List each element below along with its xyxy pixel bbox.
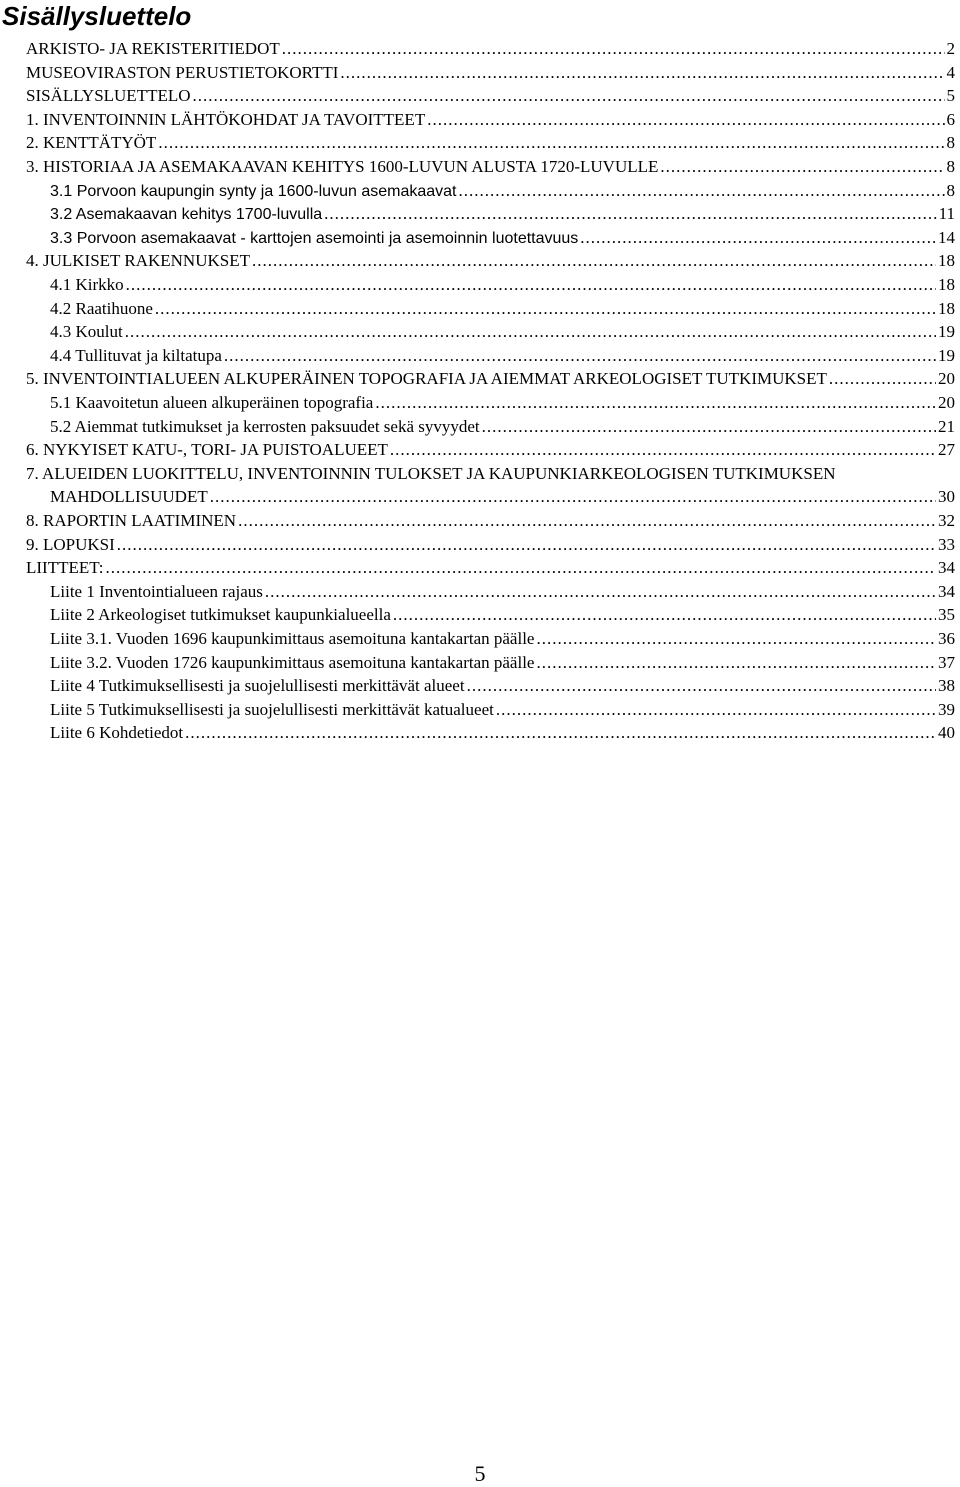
toc-entry-label: 3.2 Asemakaavan kehitys 1700-luvulla (50, 206, 323, 224)
dot-leader (158, 131, 944, 154)
toc-entry-page: 34 (938, 558, 955, 578)
toc-entry-page: 35 (938, 605, 955, 625)
toc-entry-label: MAHDOLLISUUDET (50, 487, 208, 507)
dot-leader (496, 698, 936, 721)
toc-entry-page: 20 (938, 393, 955, 412)
dot-leader (340, 61, 944, 84)
toc-entry[interactable] (50, 344, 955, 367)
toc-entry-label: 4. JULKISET RAKENNUKSET (26, 251, 250, 271)
dot-leader (390, 438, 936, 461)
toc-entry-label: Liite 6 Kohdetiedot (50, 723, 184, 743)
toc-entry[interactable] (26, 367, 955, 390)
toc-entry[interactable] (50, 415, 955, 438)
dot-leader (210, 485, 936, 508)
toc-entry-page: 18 (938, 251, 955, 271)
toc-entry-label: LIITTEET: (26, 558, 104, 578)
toc-entry-page: 5 (946, 86, 955, 106)
page-title: Sisällysluettelo (2, 1, 192, 31)
toc-entry-page: 20 (938, 369, 955, 389)
toc-entry[interactable] (50, 627, 955, 650)
toc-entry-label: 5.2 Aiemmat tutkimukset ja kerrosten paksuudet sekä syvyydet (50, 416, 480, 436)
toc-entry-page: 32 (938, 511, 955, 530)
toc-entry-label: 4.4 Tullituvat ja kiltatupa (50, 345, 222, 365)
toc-entry[interactable] (50, 698, 955, 721)
dot-leader (467, 674, 936, 697)
toc-entry-label: 7. ALUEIDEN LUOKITTELU, INVENTOINNIN TULOKSET JA KAUPUNKIARKEOLOGISEN TUTKIMUKSEN (26, 463, 836, 483)
toc-entry[interactable] (50, 580, 955, 603)
dot-leader (375, 391, 936, 414)
toc-entry-page: 8 (946, 133, 955, 153)
toc-entry[interactable] (26, 509, 955, 532)
toc-entry[interactable] (50, 320, 955, 343)
page-number: 5 (474, 1461, 486, 1486)
toc-entry-page: 19 (938, 345, 955, 365)
toc-entry-page: 2 (946, 39, 955, 58)
dot-leader (393, 603, 936, 626)
toc-entry-page: 33 (938, 534, 955, 554)
toc-entry-label: 6. NYKYISET KATU-, TORI- JA PUISTOALUEET (26, 440, 388, 460)
toc-entry-page: 4 (946, 62, 955, 82)
dot-leader (536, 627, 936, 650)
toc-entry-page: 27 (938, 440, 955, 460)
toc-entry-label: Liite 1 Inventointialueen rajaus (50, 581, 263, 601)
dot-leader (185, 721, 936, 744)
toc-entry-label: Liite 3.1. Vuoden 1696 kaupunkimittaus asemoituna kantakartan päälle (50, 629, 535, 648)
dot-leader (324, 202, 936, 225)
dot-leader (536, 651, 936, 674)
toc-entry[interactable] (26, 131, 955, 154)
toc-entry-label: 3. HISTORIAA JA ASEMAKAAVAN KEHITYS 1600-LUVUN ALUSTA 1720-LUVULLE (26, 157, 659, 176)
toc-entry[interactable] (26, 155, 955, 178)
dot-leader (224, 344, 936, 367)
toc-entry-page: 21 (938, 416, 955, 436)
toc-entry-label: 2. KENTTÄTYÖT (26, 133, 157, 153)
toc-entry-label: 4.3 Koulut (50, 322, 123, 342)
toc-entry-label: 5.1 Kaavoitetun alueen alkuperäinen topografia (50, 393, 374, 412)
dot-leader (238, 509, 936, 532)
toc-entry[interactable] (50, 297, 955, 320)
toc-entry-label: 3.3 Porvoon asemakaavat - karttojen asemointi ja asemoinnin luotettavuus (50, 229, 579, 247)
dot-leader (265, 580, 936, 603)
toc-entry-page: 11 (938, 204, 955, 224)
toc-entry[interactable] (50, 226, 955, 249)
dot-leader (252, 249, 936, 272)
toc-entry-label: Liite 2 Arkeologiset tutkimukset kaupunkialueella (50, 605, 391, 625)
dot-leader (126, 273, 936, 296)
toc-entry-page: 34 (938, 581, 955, 601)
toc-entry-page: 8 (946, 180, 955, 200)
dot-leader (829, 367, 936, 390)
toc-entry-label: SISÄLLYSLUETTELO (26, 86, 191, 106)
toc-entry-label: 3.1 Porvoon kaupungin synty ja 1600-luvun asemakaavat (50, 182, 457, 200)
dot-leader (580, 226, 936, 249)
toc-entry[interactable] (26, 84, 955, 107)
toc-entry[interactable] (50, 273, 955, 296)
toc-entry-label: 4.1 Kirkko (50, 275, 124, 294)
dot-leader (482, 415, 936, 438)
toc-entry[interactable] (50, 391, 955, 414)
toc-entry[interactable] (50, 603, 955, 626)
toc-entry[interactable] (26, 438, 955, 461)
dot-leader (117, 533, 936, 556)
toc-entry-page: 37 (938, 652, 955, 672)
toc-entry[interactable] (26, 556, 955, 579)
toc-entry[interactable] (26, 108, 955, 131)
toc-entry-label: 4.2 Raatihuone (50, 298, 153, 318)
toc-entry-label: 8. RAPORTIN LAATIMINEN (26, 511, 237, 530)
toc-entry-label: 9. LOPUKSI (26, 534, 115, 554)
toc-entry-page: 14 (938, 227, 955, 247)
toc-entry[interactable] (26, 37, 955, 60)
toc-entry-label: Liite 5 Tutkimuksellisesti ja suojelullisesti merkittävät katualueet (50, 699, 494, 719)
dot-leader (106, 556, 936, 579)
dot-leader (155, 297, 936, 320)
toc-entry-page: 6 (946, 109, 955, 129)
toc-entry[interactable] (50, 485, 955, 508)
toc-entry-page: 18 (938, 275, 955, 294)
toc-entry[interactable] (26, 249, 955, 272)
dot-leader (193, 84, 945, 107)
toc-entry-label: Liite 4 Tutkimuksellisesti ja suojelullisesti merkittävät alueet (50, 676, 465, 696)
toc-entry-label: ARKISTO- JA REKISTERITIEDOT (26, 39, 280, 58)
toc-entry[interactable] (26, 533, 955, 556)
toc-entry-label: 1. INVENTOINNIN LÄHTÖKOHDAT JA TAVOITTEET (26, 109, 426, 129)
toc-entry-page: 40 (938, 723, 955, 743)
toc-entry-page: 36 (938, 629, 955, 648)
toc-entry-page: 38 (938, 676, 955, 696)
dot-leader (282, 37, 945, 60)
toc-entry-page: 18 (938, 298, 955, 318)
toc-entry-page: 30 (938, 487, 955, 507)
toc-entry-page: 8 (946, 157, 955, 176)
toc-entry-label: MUSEOVIRASTON PERUSTIETOKORTTI (26, 62, 339, 82)
toc-entry[interactable] (50, 179, 955, 202)
toc-entry[interactable] (50, 674, 955, 697)
toc-entry[interactable] (50, 721, 955, 744)
dot-leader (125, 320, 936, 343)
toc-entry[interactable] (26, 462, 955, 485)
toc-entry-label: Liite 3.2. Vuoden 1726 kaupunkimittaus asemoituna kantakartan päälle (50, 652, 535, 672)
dot-leader (427, 108, 944, 131)
dot-leader (458, 179, 944, 202)
toc-entry[interactable] (26, 61, 955, 84)
toc-entry-label: 5. INVENTOINTIALUEEN ALKUPERÄINEN TOPOGRAFIA JA AIEMMAT ARKEOLOGISET TUTKIMUKSET (26, 369, 827, 389)
toc-entry[interactable] (50, 202, 955, 225)
toc-entry-page: 39 (938, 699, 955, 719)
toc-entry[interactable] (50, 651, 955, 674)
dot-leader (660, 155, 944, 178)
toc-entry-page: 19 (938, 322, 955, 342)
